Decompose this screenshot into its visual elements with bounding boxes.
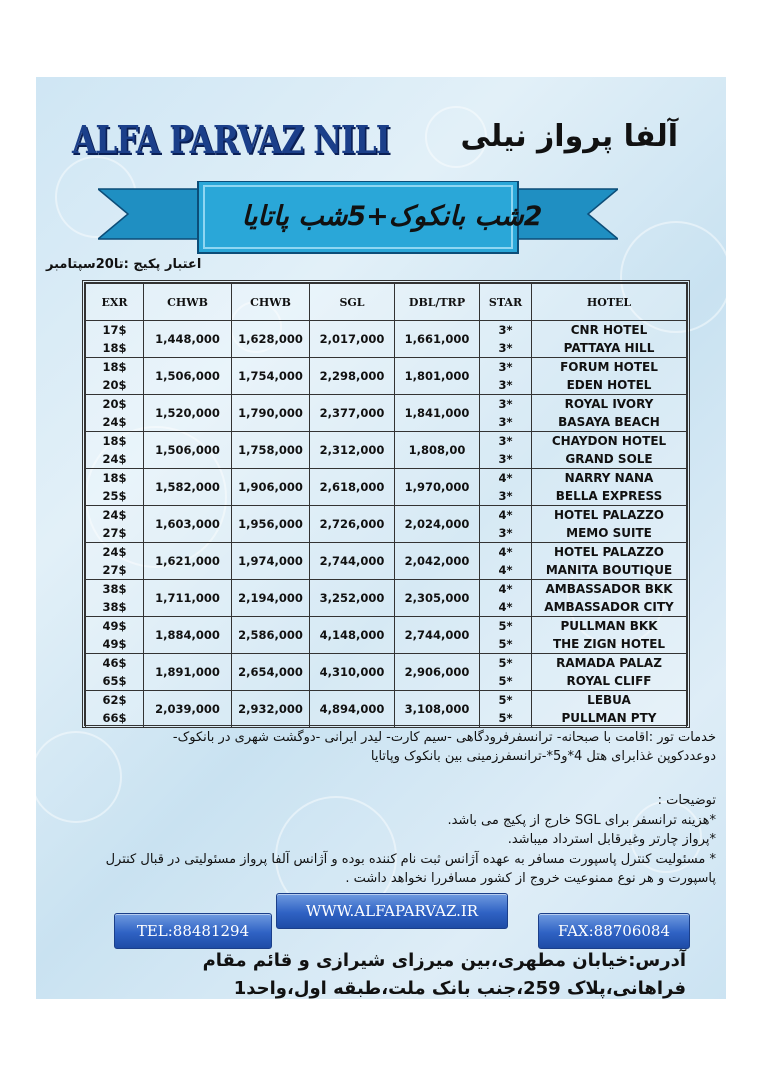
chwb-cell: 2,039,000 bbox=[144, 691, 232, 728]
star-cell bbox=[480, 395, 532, 432]
column-header-dbl-trp: DBL/TRP bbox=[395, 284, 480, 321]
chwb-cell: 1,520,000 bbox=[144, 395, 232, 432]
hotel-name: AMBASSADOR BKK bbox=[545, 582, 673, 596]
star-rating: 3* bbox=[498, 489, 513, 503]
sgl-cell: 2,618,000 bbox=[310, 469, 395, 506]
star-rating: 4* bbox=[498, 545, 513, 559]
website-link[interactable]: WWW.ALFAPARVAZ.IR bbox=[276, 893, 508, 929]
star-rating: 4* bbox=[498, 582, 513, 596]
dbl-trp-cell: 1,661,000 bbox=[395, 321, 480, 358]
exr-value: 62$ bbox=[102, 693, 127, 707]
exr-value: 49$ bbox=[102, 637, 127, 651]
star-rating: 3* bbox=[498, 415, 513, 429]
chwb-cell: 1,891,000 bbox=[144, 654, 232, 691]
hotel-cell bbox=[532, 654, 687, 691]
column-header-chwb: CHWB bbox=[144, 284, 232, 321]
exr-value: 38$ bbox=[102, 600, 127, 614]
hotel-name: PATTAYA HILL bbox=[563, 341, 655, 355]
star-rating: 3* bbox=[498, 526, 513, 540]
hotel-name: FORUM HOTEL bbox=[560, 360, 658, 374]
exr-cell bbox=[86, 358, 144, 395]
hotel-cell bbox=[532, 358, 687, 395]
chwb-cell: 1,582,000 bbox=[144, 469, 232, 506]
star-rating: 3* bbox=[498, 452, 513, 466]
hotel-name: EDEN HOTEL bbox=[566, 378, 652, 392]
hotel-cell bbox=[532, 691, 687, 728]
fax-badge: FAX:88706084 bbox=[538, 913, 690, 949]
chwb-cell: 1,506,000 bbox=[144, 432, 232, 469]
star-cell bbox=[480, 469, 532, 506]
hotel-name: RAMADA PALAZ bbox=[556, 656, 662, 670]
hotel-name: CHAYDON HOTEL bbox=[551, 434, 667, 448]
exr-cell bbox=[86, 321, 144, 358]
hotel-name: GRAND SOLE bbox=[565, 452, 653, 466]
exr-value: 24$ bbox=[102, 508, 127, 522]
star-cell bbox=[480, 543, 532, 580]
table-row bbox=[86, 432, 687, 469]
note-item: * مسئولیت کنترل پاسپورت مسافر به عهده آژانس ثبت نام کننده بوده و آژانس آلفا پرواز مسئولیتی در قبال کنترل bbox=[105, 851, 716, 867]
note-item: پاسپورت و هر نوع ممنوعیت خروج از کشور مسافررا نخواهد داشت . bbox=[345, 871, 716, 886]
star-rating: 4* bbox=[498, 600, 513, 614]
star-cell bbox=[480, 321, 532, 358]
chwb-cell: 1,603,000 bbox=[144, 506, 232, 543]
star-rating: 5* bbox=[498, 693, 513, 707]
exr-value: 38$ bbox=[102, 582, 127, 596]
exr-cell bbox=[86, 469, 144, 506]
hotel-cell bbox=[532, 395, 687, 432]
sgl-cell: 2,377,000 bbox=[310, 395, 395, 432]
exr-cell bbox=[86, 395, 144, 432]
table-row bbox=[86, 469, 687, 506]
star-rating: 4* bbox=[498, 563, 513, 577]
table-row bbox=[86, 543, 687, 580]
sgl-cell: 2,017,000 bbox=[310, 321, 395, 358]
table-row bbox=[86, 580, 687, 617]
exr-value: 25$ bbox=[102, 489, 127, 503]
star-cell bbox=[480, 691, 532, 728]
chwb-cell: 1,754,000 bbox=[232, 358, 310, 395]
hotel-cell bbox=[532, 543, 687, 580]
exr-value: 18$ bbox=[102, 434, 127, 448]
note-item: *پرواز چارتر وغیرقابل استرداد میباشد. bbox=[507, 832, 716, 847]
chwb-cell: 1,974,000 bbox=[232, 543, 310, 580]
exr-value: 49$ bbox=[102, 619, 127, 633]
hotel-name: HOTEL PALAZZO bbox=[554, 508, 664, 522]
star-rating: 3* bbox=[498, 397, 513, 411]
dbl-trp-cell: 1,970,000 bbox=[395, 469, 480, 506]
hotel-name: MANITA BOUTIQUE bbox=[545, 563, 673, 577]
sgl-cell: 4,894,000 bbox=[310, 691, 395, 728]
column-header-sgl: SGL bbox=[310, 284, 395, 321]
exr-value: 24$ bbox=[102, 545, 127, 559]
exr-value: 18$ bbox=[102, 471, 127, 485]
hotel-name: CNR HOTEL bbox=[570, 323, 648, 337]
dbl-trp-cell: 3,108,000 bbox=[395, 691, 480, 728]
chwb-cell: 1,506,000 bbox=[144, 358, 232, 395]
star-cell bbox=[480, 617, 532, 654]
sgl-cell: 2,298,000 bbox=[310, 358, 395, 395]
table-row bbox=[86, 654, 687, 691]
table-row bbox=[86, 321, 687, 358]
chwb-cell: 1,448,000 bbox=[144, 321, 232, 358]
sgl-cell: 4,148,000 bbox=[310, 617, 395, 654]
exr-value: 17$ bbox=[102, 323, 127, 337]
dbl-trp-cell: 1,841,000 bbox=[395, 395, 480, 432]
chwb-cell: 2,932,000 bbox=[232, 691, 310, 728]
poster bbox=[36, 77, 726, 999]
star-rating: 3* bbox=[498, 341, 513, 355]
package-title: 2شب بانکوک+5شب پاتایا bbox=[241, 201, 543, 232]
exr-cell bbox=[86, 617, 144, 654]
dbl-trp-cell: 1,808,00 bbox=[395, 432, 480, 469]
chwb-cell: 1,758,000 bbox=[232, 432, 310, 469]
table-row bbox=[86, 617, 687, 654]
hotel-name: HOTEL PALAZZO bbox=[554, 545, 664, 559]
star-rating: 5* bbox=[498, 656, 513, 670]
star-cell bbox=[480, 506, 532, 543]
star-rating: 3* bbox=[498, 360, 513, 374]
exr-cell bbox=[86, 654, 144, 691]
chwb-cell: 1,884,000 bbox=[144, 617, 232, 654]
address-line: فراهانی،پلاک 259،جنب بانک ملت،طبقه اول،واحد1 bbox=[233, 978, 686, 999]
star-cell bbox=[480, 654, 532, 691]
hotel-name: LEBUA bbox=[587, 693, 631, 707]
address-line: آدرس:خیابان مطهری،بین میرزای شیرازی و قائم مقام bbox=[202, 950, 686, 971]
brand-name-en: ALFA PARVAZ NILI bbox=[72, 117, 390, 162]
validity-note: اعتبار پکیج :تا20سپتامبر bbox=[46, 257, 202, 272]
table-row bbox=[86, 358, 687, 395]
hotel-name: MEMO SUITE bbox=[566, 526, 652, 540]
exr-cell bbox=[86, 506, 144, 543]
exr-value: 46$ bbox=[102, 656, 127, 670]
table-row bbox=[86, 395, 687, 432]
hotel-name: AMBASSADOR CITY bbox=[544, 600, 674, 614]
hotel-name: NARRY NANA bbox=[564, 471, 654, 485]
star-rating: 5* bbox=[498, 711, 513, 725]
star-rating: 5* bbox=[498, 637, 513, 651]
notes-heading: توضیحات : bbox=[657, 793, 716, 808]
dbl-trp-cell: 2,305,000 bbox=[395, 580, 480, 617]
exr-cell bbox=[86, 543, 144, 580]
sgl-cell: 2,744,000 bbox=[310, 543, 395, 580]
star-cell bbox=[480, 432, 532, 469]
star-rating: 4* bbox=[498, 471, 513, 485]
table-row bbox=[86, 691, 687, 728]
exr-cell bbox=[86, 691, 144, 728]
chwb-cell: 1,621,000 bbox=[144, 543, 232, 580]
star-cell bbox=[480, 580, 532, 617]
note-item: *هزینه ترانسفر برای SGL خارج از پکیج می باشد. bbox=[447, 812, 716, 828]
exr-value: 65$ bbox=[102, 674, 127, 688]
hotel-name: ROYAL CLIFF bbox=[566, 674, 652, 688]
column-header-chwb: CHWB bbox=[232, 284, 310, 321]
sgl-cell: 2,312,000 bbox=[310, 432, 395, 469]
exr-value: 20$ bbox=[102, 378, 127, 392]
exr-value: 66$ bbox=[102, 711, 127, 725]
column-header-hotel: HOTEL bbox=[532, 284, 687, 321]
chwb-cell: 2,194,000 bbox=[232, 580, 310, 617]
hotel-cell bbox=[532, 432, 687, 469]
dbl-trp-cell: 2,906,000 bbox=[395, 654, 480, 691]
sgl-cell: 2,726,000 bbox=[310, 506, 395, 543]
exr-value: 27$ bbox=[102, 526, 127, 540]
star-rating: 3* bbox=[498, 323, 513, 337]
star-rating: 3* bbox=[498, 434, 513, 448]
dbl-trp-cell: 2,024,000 bbox=[395, 506, 480, 543]
star-rating: 4* bbox=[498, 508, 513, 522]
hotel-cell bbox=[532, 617, 687, 654]
dbl-trp-cell: 2,042,000 bbox=[395, 543, 480, 580]
hotel-name: PULLMAN BKK bbox=[560, 619, 658, 633]
tel-badge: TEL:88481294 bbox=[114, 913, 272, 949]
chwb-cell: 2,654,000 bbox=[232, 654, 310, 691]
exr-value: 18$ bbox=[102, 360, 127, 374]
price-table bbox=[82, 280, 690, 728]
dbl-trp-cell: 1,801,000 bbox=[395, 358, 480, 395]
exr-cell bbox=[86, 432, 144, 469]
table-header-row bbox=[86, 284, 687, 321]
hotel-name: BASAYA BEACH bbox=[558, 415, 660, 429]
exr-value: 20$ bbox=[102, 397, 127, 411]
column-header-star: STAR bbox=[480, 284, 532, 321]
exr-value: 27$ bbox=[102, 563, 127, 577]
hotel-cell bbox=[532, 469, 687, 506]
notes-section bbox=[36, 791, 716, 889]
hotel-name: PULLMAN PTY bbox=[561, 711, 657, 725]
hotel-name: THE ZIGN HOTEL bbox=[552, 637, 666, 651]
exr-value: 24$ bbox=[102, 415, 127, 429]
hotel-name: BELLA EXPRESS bbox=[555, 489, 663, 503]
hotel-cell bbox=[532, 580, 687, 617]
address bbox=[203, 947, 686, 999]
table-row bbox=[86, 506, 687, 543]
services-line: دوعددکوپن غذابرای هتل 4*و5*-ترانسفرزمینی بین بانکوک وپاتایا bbox=[370, 749, 716, 764]
star-rating: 5* bbox=[498, 619, 513, 633]
tour-services bbox=[36, 728, 716, 766]
chwb-cell: 1,906,000 bbox=[232, 469, 310, 506]
brand-name-fa: آلفا پرواز نیلی bbox=[460, 119, 678, 154]
dbl-trp-cell: 2,744,000 bbox=[395, 617, 480, 654]
chwb-cell: 1,628,000 bbox=[232, 321, 310, 358]
hotel-name: ROYAL IVORY bbox=[564, 397, 654, 411]
exr-value: 24$ bbox=[102, 452, 127, 466]
chwb-cell: 1,790,000 bbox=[232, 395, 310, 432]
chwb-cell: 2,586,000 bbox=[232, 617, 310, 654]
column-header-exr: EXR bbox=[86, 284, 144, 321]
exr-cell bbox=[86, 580, 144, 617]
star-rating: 5* bbox=[498, 674, 513, 688]
sgl-cell: 4,310,000 bbox=[310, 654, 395, 691]
services-line: خدمات تور :اقامت با صبحانه- ترانسفرفرودگاهی -سیم کارت- لیدر ایرانی -دوگشت شهری در بانکوک- bbox=[172, 730, 716, 745]
star-rating: 3* bbox=[498, 378, 513, 392]
star-cell bbox=[480, 358, 532, 395]
chwb-cell: 1,711,000 bbox=[144, 580, 232, 617]
hotel-cell bbox=[532, 321, 687, 358]
sgl-cell: 3,252,000 bbox=[310, 580, 395, 617]
exr-value: 18$ bbox=[102, 341, 127, 355]
chwb-cell: 1,956,000 bbox=[232, 506, 310, 543]
hotel-cell bbox=[532, 506, 687, 543]
